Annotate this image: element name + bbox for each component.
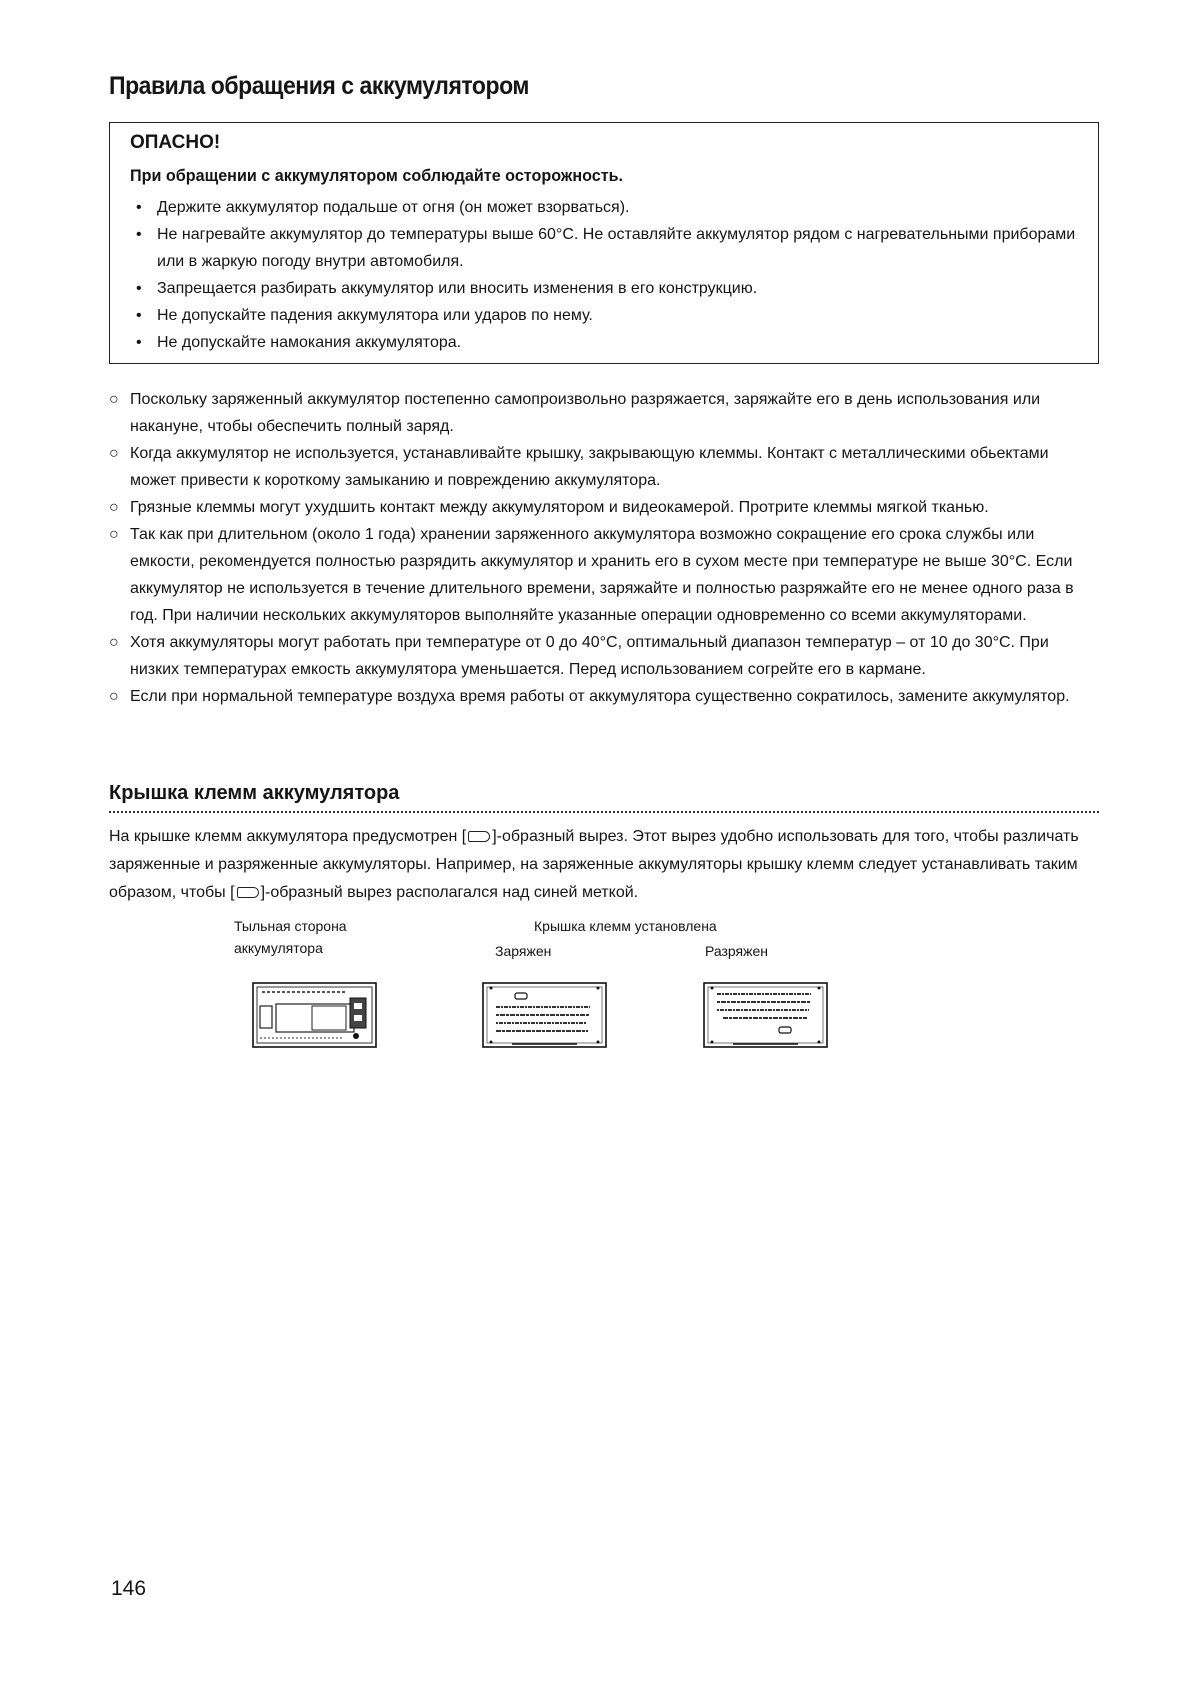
danger-label: ОПАСНО! [130, 132, 221, 153]
page-title: Правила обращения с аккумулятором [109, 72, 529, 100]
danger-item: • Запрещается разбирать аккумулятор или вносить изменения в его конструкцию. [130, 275, 1085, 302]
note-item: ○ Так как при длительном (около 1 года) хранении заряженного аккумулятора возможно сокращение его срока службы или емкости, рекомендуется полностью разрядить аккумулятор и хранить его в сухом месте при температуре не выше 30°С. Если аккумулятор не используется в течение длительного времени, заряжайте и полностью разряжайте его не менее одного раза в год. При наличии нескольких аккумуляторов выполняйте указанные операции одновременно со всеми аккумуляторами. [109, 521, 1099, 629]
danger-item: • Не допускайте падения аккумулятора или ударов по нему. [130, 302, 1085, 329]
danger-item: • Держите аккумулятор подальше от огня (он может взорваться). [130, 194, 1085, 221]
cap-paragraph [109, 823, 1099, 907]
danger-list [130, 194, 1085, 356]
back-side-label-line2: аккумулятора [234, 940, 323, 956]
cap-text-1: На крышке клемм аккумулятора предусмотрен [ [109, 828, 467, 845]
cover-charged-illustration [482, 982, 607, 1048]
cover-discharged-illustration [703, 982, 828, 1048]
section-heading: Крышка клемм аккумулятора [109, 782, 400, 804]
cover-installed-label: Крышка клемм установлена [534, 918, 717, 934]
notch-icon [468, 831, 490, 842]
danger-item: • Не допускайте намокания аккумулятора. [130, 329, 1085, 356]
cap-text-2: ]-образный вырез. Этот вырез удобно использовать для того, чтобы различать заряженные и разряженные аккумуляторы. Например, на заряженные аккумуляторы крышку клемм следует устанавливать таким образом, чтобы [ [109, 828, 1079, 901]
note-item: ○ Когда аккумулятор не используется, устанавливайте крышку, закрывающую клеммы. Контакт с металлическими обьектами может привести к короткому замыканию и повреждению аккумулятора. [109, 440, 1099, 494]
back-side-label [234, 915, 347, 959]
page-number: 146 [111, 1577, 147, 1600]
back-side-label-line1: Тыльная сторона [234, 918, 347, 934]
dotted-divider [109, 811, 1099, 813]
note-item: ○ Грязные клеммы могут ухудшить контакт между аккумулятором и видеокамерой. Протрите клеммы мягкой тканью. [109, 494, 1099, 521]
note-item: ○ Поскольку заряженный аккумулятор постепенно самопроизвольно разряжается, заряжайте его в день использования или накануне, чтобы обеспечить полный заряд. [109, 386, 1099, 440]
discharged-label: Разряжен [705, 943, 769, 959]
danger-item: • Не нагревайте аккумулятор до температуры выше 60°С. Не оставляйте аккумулятор рядом с нагревательными приборами или в жаркую погоду внутри автомобиля. [130, 221, 1085, 275]
danger-box [109, 122, 1099, 364]
note-item: ○ Хотя аккумуляторы могут работать при температуре от 0 до 40°С, оптимальный диапазон температур – от 10 до 30°С. При низких температурах емкость аккумулятора уменьшается. Перед использованием согрейте его в кармане. [109, 629, 1099, 683]
charged-label: Заряжен [495, 943, 552, 959]
cap-text-3: ]-образный вырез располагался над синей меткой. [260, 884, 639, 901]
battery-back-illustration [252, 982, 377, 1048]
danger-subtitle: При обращении с аккумулятором соблюдайте осторожность. [130, 166, 624, 185]
note-item: ○ Если при нормальной температуре воздуха время работы от аккумулятора существенно сократилось, замените аккумулятор. [109, 683, 1099, 710]
notes-list [109, 386, 1099, 710]
notch-icon [237, 887, 259, 898]
